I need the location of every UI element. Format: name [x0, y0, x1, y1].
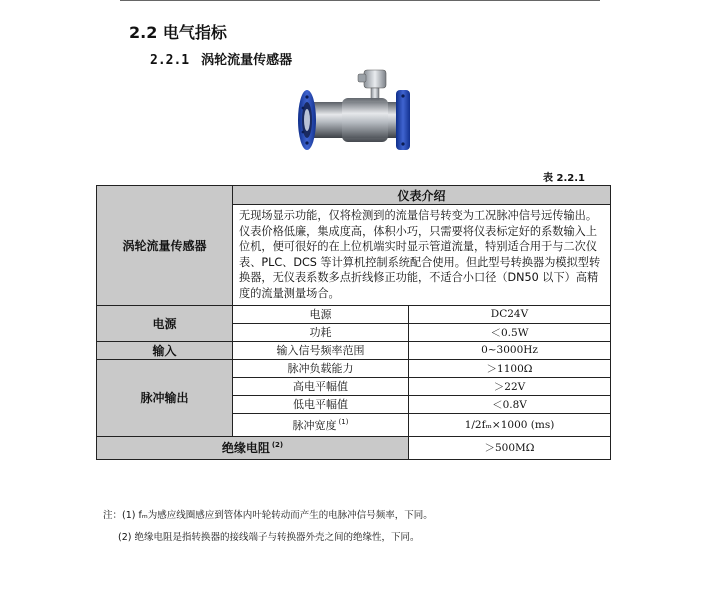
turbine-flow-sensor-image [292, 64, 416, 168]
table-row [97, 359, 611, 377]
value-cell: ＜0.5W [409, 323, 611, 341]
table-header-cell: 仪表介绍 [233, 186, 611, 205]
group-pulse-output: 脉冲输出 [97, 359, 233, 436]
value-cell: ＞500MΩ [409, 436, 611, 459]
value-cell: ＞22V [409, 377, 611, 395]
footnote-2: (2) 绝缘电阻是指转换器的接线端子与转换器外壳之间的绝缘性，下同。 [118, 532, 420, 543]
value-cell: 0~3000Hz [409, 341, 611, 359]
insulation-label: 绝缘电阻 [221, 441, 270, 456]
table-row [97, 341, 611, 359]
group-input: 输入 [97, 341, 233, 359]
table-caption: 表 2.2.1 [543, 173, 585, 184]
section-title: 2.2 电气指标 [129, 23, 227, 42]
footnote-1: 注：(1) fₘ为感应线圈感应到管体内叶轮转动而产生的电脉冲信号频率，下同。 [103, 510, 433, 521]
footnote-marker: (2) [271, 441, 284, 450]
group-power: 电源 [97, 305, 233, 341]
value-cell: ＞1100Ω [409, 359, 611, 377]
footnote-marker: (1) [338, 417, 349, 426]
param-cell: 功耗 [233, 323, 409, 341]
value-cell: ＜0.8V [409, 395, 611, 413]
table-row [97, 436, 611, 459]
param-cell: 输入信号频率范围 [233, 341, 409, 359]
value-cell: DC24V [409, 305, 611, 323]
subsection-title [150, 49, 292, 68]
param-cell: 电源 [233, 305, 409, 323]
param-cell [233, 413, 409, 436]
description-cell: 无现场显示功能，仅将检测到的流量信号转变为工况脉冲信号远传输出。仪表价格低廉，集成度高，体积小巧，只需要将仪表标定好的系数输入上位机，便可很好的在上位机端实时显示管道流量，特别适合用于与二次仪表、PLC、DCS 等计算机控制系统配合使用。但此型号转换器为模拟型转换器，无仪表系数多点折线修正功能，不适合小口径（DN50 以下）高精度的流量测量场合。 [233, 205, 611, 306]
value-cell: 1/2fₘ×1000 (ms) [409, 413, 611, 436]
group-insulation [97, 436, 409, 459]
table-row [97, 186, 611, 205]
spec-table [96, 185, 611, 460]
param-cell: 低电平幅值 [233, 395, 409, 413]
table-row [97, 305, 611, 323]
subsection-label: 涡轮流量传感器 [201, 53, 293, 68]
subsection-number: 2.2.1 [150, 53, 190, 68]
top-rule [120, 0, 600, 1]
param-cell: 高电平幅值 [233, 377, 409, 395]
sensor-name-cell: 涡轮流量传感器 [97, 186, 233, 306]
param-label: 脉冲宽度 [292, 418, 337, 432]
param-cell: 脉冲负载能力 [233, 359, 409, 377]
